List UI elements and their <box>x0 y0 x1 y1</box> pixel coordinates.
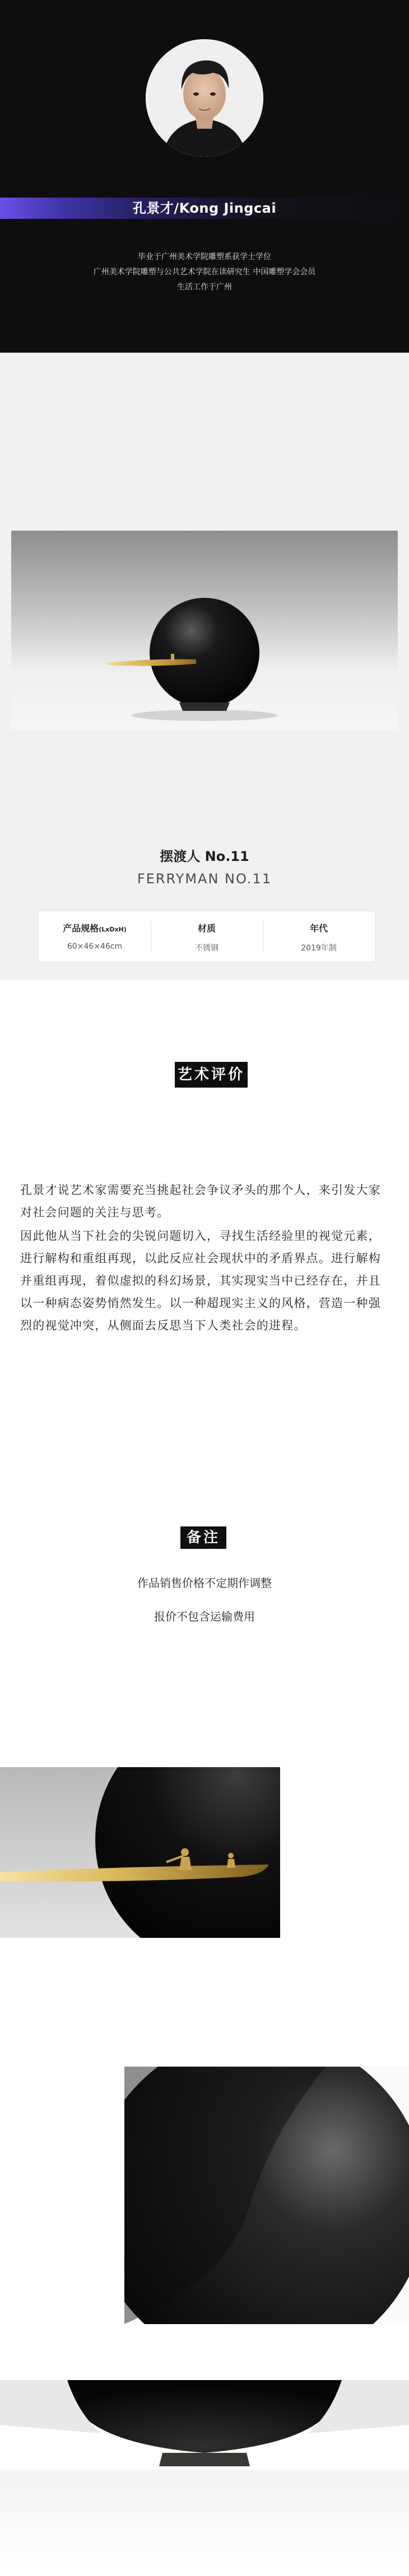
review-paragraph: 因此他从当下社会的尖锐问题切入，寻找生活经验里的视觉元素，进行解构和重组再现，以此反应社会现状中的矛盾界点。进行解构并重组再现，着似虚拟的科幻场景，其实现实当中已经存在，并且以一种病态姿势悄然发生。以一种超现实主义的风格，营造一种强烈的视觉冲突，从侧面去反思当下人类社会的进程。 <box>20 1229 381 1332</box>
sculpture-photo <box>11 531 398 729</box>
bio-line: 广州美术学院雕塑与公共艺术学院在读研究生 中国雕塑学会会员 <box>93 268 316 277</box>
work-title-english: FERRYMAN NO.11 <box>137 871 272 887</box>
spec-year <box>263 911 375 962</box>
spec-card <box>38 911 375 962</box>
spec-label: 产品规格(LxDxH) <box>63 923 127 934</box>
work-title: 摆渡人 No.11 <box>160 849 249 864</box>
spec-value: 2019年制 <box>301 944 337 953</box>
bio-line: 毕业于广州美术学院雕塑系获学士学位 <box>138 252 271 261</box>
spec-size <box>39 911 151 962</box>
notes-heading: 备注 <box>180 1526 226 1549</box>
note-line: 报价不包含运输费用 <box>154 1610 255 1623</box>
spec-label: 年代 <box>309 923 328 934</box>
spec-label: 材质 <box>197 923 216 934</box>
spec-value: 不锈钢 <box>195 944 219 953</box>
bio-line: 生活工作于广州 <box>177 283 232 292</box>
detail-photo-base <box>0 2380 409 2576</box>
review-heading: 艺术评价 <box>175 1062 248 1088</box>
artist-avatar <box>146 39 263 157</box>
spec-material <box>151 911 263 962</box>
detail-photo-sphere <box>124 2067 409 2324</box>
note-line: 作品销售价格不定期作调整 <box>137 1576 272 1590</box>
review-paragraph: 孔景才说艺术家需要充当挑起社会争议矛头的那个人，来引发大家对社会问题的关注与思考。 <box>20 1183 381 1219</box>
detail-photo-boat <box>0 1767 280 1938</box>
artist-name: 孔景才/Kong Jingcai <box>132 200 277 216</box>
spec-value: 60×46×46cm <box>67 942 123 951</box>
